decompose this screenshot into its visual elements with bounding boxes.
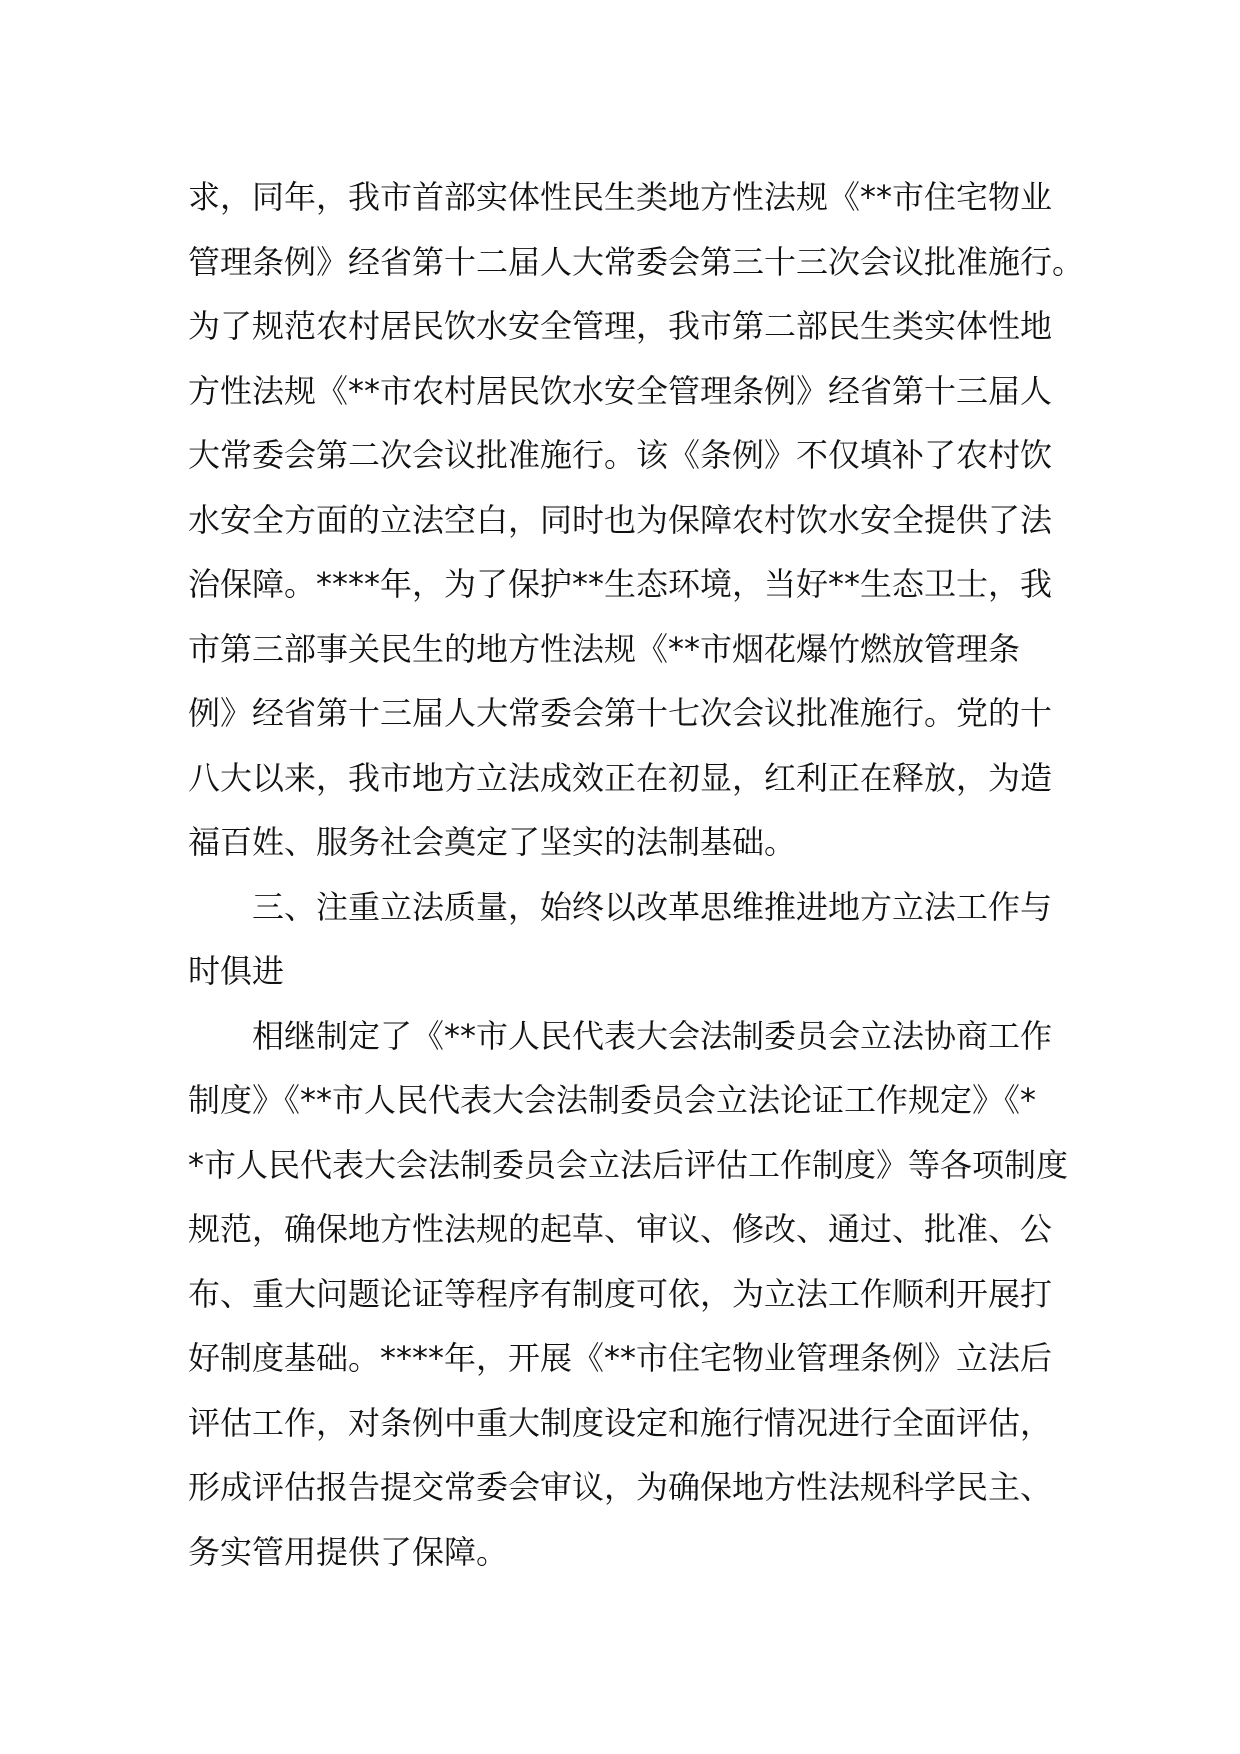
text-line: 务实管用提供了保障。 [188, 1532, 509, 1571]
text-line: 例》经省第十三届人大常委会第十七次会议批准施行。党的十 [188, 694, 1053, 732]
text-line: 八大以来，我市地方立法成效正在初显，红利正在释放，为造 [188, 758, 1053, 797]
text-line: 评估工作，对条例中重大制度设定和施行情况进行全面评估， [188, 1403, 1053, 1442]
text-line: 规范，确保地方性法规的起草、审议、修改、通过、批准、公 [188, 1210, 1053, 1248]
text-line: 市第三部事关民生的地方性法规《**市烟花爆竹燃放管理条 [188, 629, 1021, 668]
text-line: 相继制定了《**市人民代表大会法制委员会立法协商工作 [252, 1016, 1053, 1055]
text-line: 形成评估报告提交常委会审议，为确保地方性法规科学民主、 [188, 1468, 1053, 1506]
text-line: 好制度基础。****年，开展《**市住宅物业管理条例》立法后 [188, 1339, 1053, 1377]
text-line: 管理条例》经省第十二届人大常委会第三十三次会议批准施行。 [188, 242, 1085, 281]
text-line: 求，同年，我市首部实体性民生类地方性法规《**市住宅物业 [188, 178, 1053, 216]
document-body [188, 165, 1085, 1584]
text-line: 方性法规《**市农村居民饮水安全管理条例》经省第十三届人 [188, 371, 1053, 410]
section-heading-line: 三、注重立法质量，始终以改革思维推进地方立法工作与 [252, 887, 1053, 926]
text-line: 福百姓、服务社会奠定了坚实的法制基础。 [188, 823, 797, 861]
text-line: 制度》《**市人民代表大会法制委员会立法论证工作规定》《* [188, 1081, 1037, 1119]
text-line: 为了规范农村居民饮水安全管理，我市第二部民生类实体性地 [188, 307, 1053, 345]
text-line: 治保障。****年，为了保护**生态环境，当好**生态卫士，我 [188, 565, 1053, 603]
text-line: 布、重大问题论证等程序有制度可依，为立法工作顺利开展打 [188, 1274, 1053, 1313]
text-line: 大常委会第二次会议批准施行。该《条例》不仅填补了农村饮 [188, 436, 1053, 474]
section-heading-line: 时俱进 [188, 952, 285, 990]
text-line: *市人民代表大会法制委员会立法后评估工作制度》等各项制度 [188, 1145, 1069, 1184]
text-line: 水安全方面的立法空白，同时也为保障农村饮水安全提供了法 [188, 500, 1053, 539]
